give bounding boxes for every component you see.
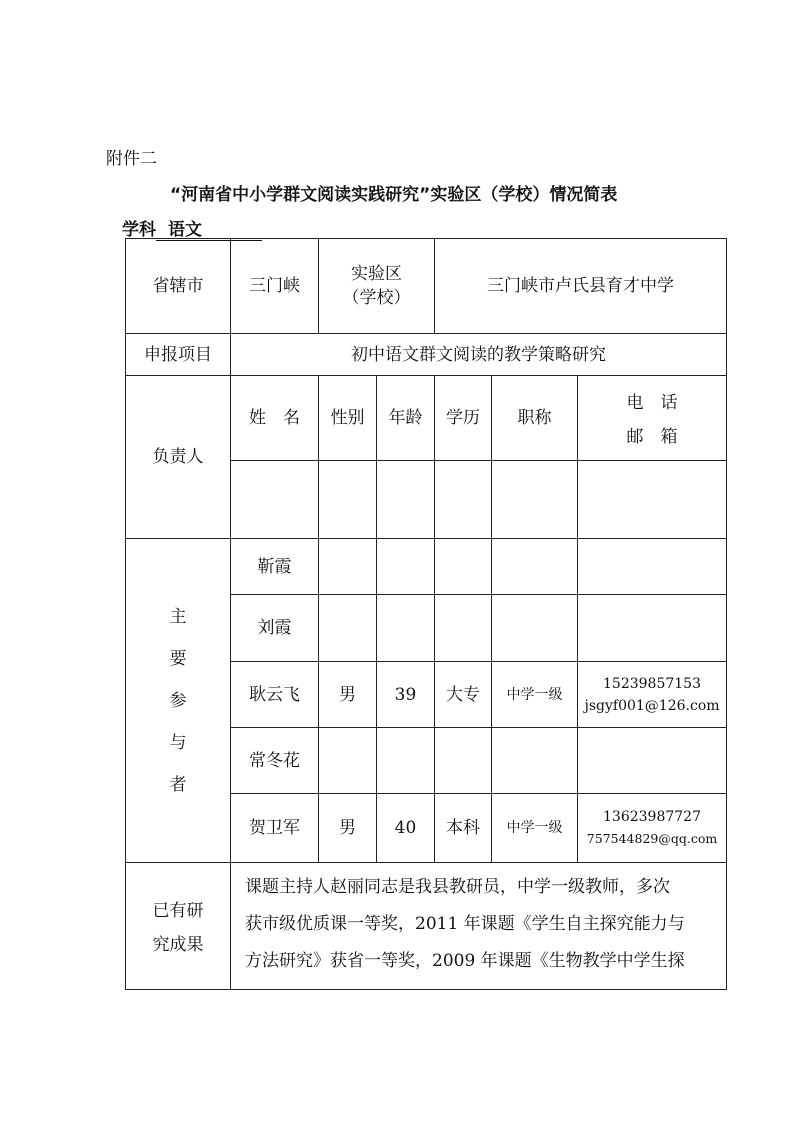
row-results: [126, 863, 727, 990]
zone-value: 三门峡市卢氏县育才中学: [435, 239, 727, 334]
zone-label-line2: （学校）: [342, 288, 411, 308]
subject-value: 语文: [156, 221, 262, 241]
participant-title: 中学一级: [492, 794, 578, 863]
participant-edu: [435, 539, 492, 595]
row-leader-header: [126, 376, 727, 461]
row-province: [126, 239, 727, 334]
participants-char: 者: [169, 774, 187, 795]
province-value: 三门峡: [231, 239, 319, 334]
results-label: [126, 863, 231, 990]
zone-label-line1: 实验区: [351, 264, 402, 284]
col-gender: 性别: [319, 376, 377, 461]
participant-contact: [578, 539, 727, 595]
results-line: 课题主持人赵丽同志是我县教研员，中学一级教师，多次: [245, 877, 670, 897]
participant-gender: [319, 595, 377, 662]
col-edu: 学历: [435, 376, 492, 461]
participant-gender: 男: [319, 794, 377, 863]
participant-name: 耿云飞: [231, 662, 319, 728]
leader-label: 负责人: [126, 376, 231, 539]
participant-age: 40: [377, 794, 435, 863]
participant-phone: 13623987727: [603, 809, 701, 825]
leader-edu-cell: [435, 461, 492, 539]
participant-age: [377, 595, 435, 662]
results-line: 方法研究》获省一等奖，2009 年课题《生物教学中学生探: [245, 951, 685, 971]
col-title: 职称: [492, 376, 578, 461]
participant-title: [492, 595, 578, 662]
leader-title-cell: [492, 461, 578, 539]
col-contact-line1: 电 话: [626, 393, 678, 413]
participant-gender: [319, 728, 377, 794]
table-row: [126, 539, 727, 595]
document-title: “河南省中小学群文阅读实践研究”实验区（学校）情况简表: [170, 185, 618, 205]
col-contact: [578, 376, 727, 461]
participants-char: 主: [169, 606, 187, 627]
participant-contact: [578, 595, 727, 662]
participant-age: 39: [377, 662, 435, 728]
col-contact-line2: 邮 箱: [626, 427, 678, 447]
results-label-line1: 已有研: [152, 901, 204, 921]
participant-contact: [578, 728, 727, 794]
participant-edu: [435, 595, 492, 662]
leader-gender-cell: [319, 461, 377, 539]
participant-name: 靳霞: [231, 539, 319, 595]
info-table: [125, 238, 727, 990]
project-value: 初中语文群文阅读的教学策略研究: [231, 334, 727, 376]
participant-email: 757544829@qq.com: [586, 831, 718, 846]
col-name: 姓 名: [231, 376, 319, 461]
participant-contact: [578, 794, 727, 863]
participant-gender: [319, 539, 377, 595]
subject-label: 学科: [122, 220, 156, 240]
participants-char: 参: [169, 690, 187, 711]
participant-name: 常冬花: [231, 728, 319, 794]
row-project: [126, 334, 727, 376]
participant-age: [377, 728, 435, 794]
participant-contact: [578, 662, 727, 728]
participant-name: 刘霞: [231, 595, 319, 662]
participant-edu: [435, 728, 492, 794]
participant-title: [492, 728, 578, 794]
results-text: [231, 863, 727, 990]
attachment-label: 附件二: [106, 149, 157, 169]
participant-edu: 本科: [435, 794, 492, 863]
participant-phone: 15239857153: [603, 675, 701, 692]
participant-title: [492, 539, 578, 595]
participants-label: [126, 539, 231, 863]
participant-age: [377, 539, 435, 595]
participant-edu: 大专: [435, 662, 492, 728]
participants-char: 与: [169, 732, 187, 753]
province-label: 省辖市: [126, 239, 231, 334]
project-label: 申报项目: [126, 334, 231, 376]
participant-gender: 男: [319, 662, 377, 728]
participant-name: 贺卫军: [231, 794, 319, 863]
participant-title: 中学一级: [492, 662, 578, 728]
participant-email: jsgyf001@126.com: [584, 697, 720, 714]
results-label-line2: 究成果: [152, 935, 204, 955]
leader-age-cell: [377, 461, 435, 539]
participants-char: 要: [169, 648, 187, 669]
leader-contact-cell: [578, 461, 727, 539]
leader-name-cell: [231, 461, 319, 539]
zone-label: [319, 239, 435, 334]
col-age: 年龄: [377, 376, 435, 461]
results-line: 获市级优质课一等奖，2011 年课题《学生自主探究能力与: [245, 914, 685, 934]
